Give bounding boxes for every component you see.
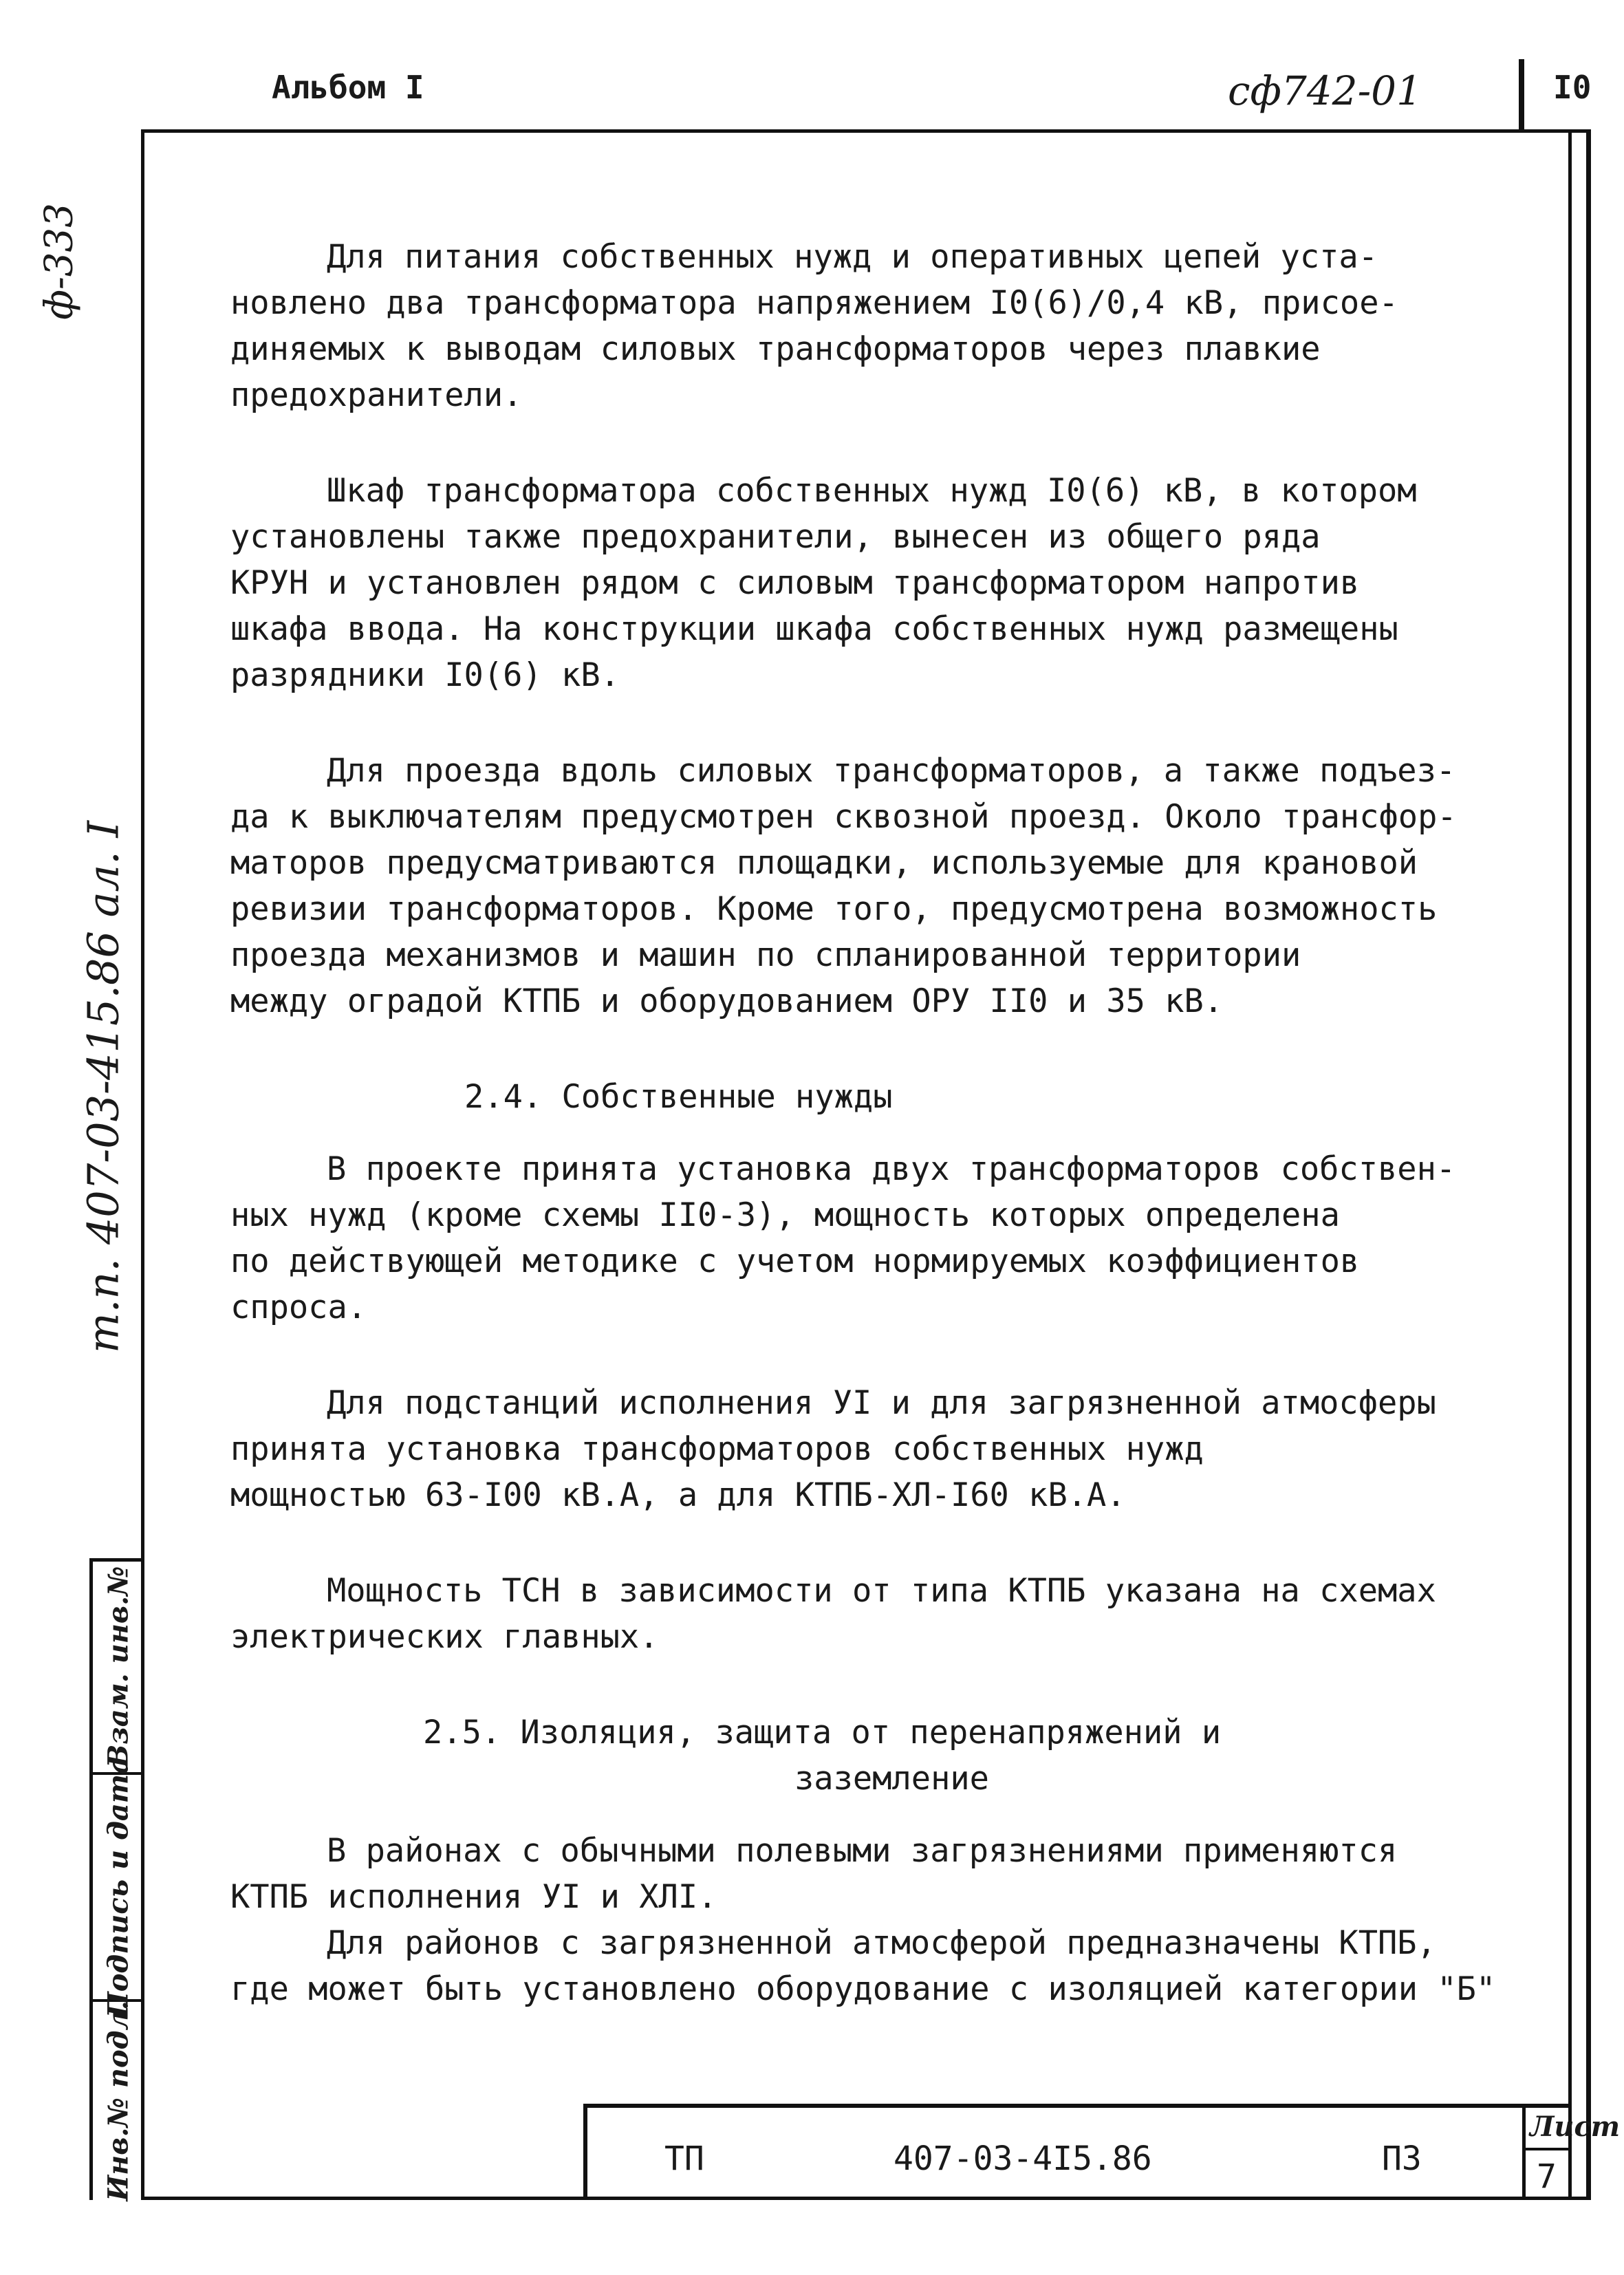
text-line: мощностью 63-I00 кВ.А, а для КТПБ-ХЛ-I60 кВ.А. — [230, 1476, 1126, 1514]
text-line: Для проезда вдоль силовых трансформаторов, а также подъез- — [327, 752, 1456, 790]
text-line: шкафа ввода. На конструкции шкафа собственных нужд размещены — [230, 610, 1398, 648]
title-block — [583, 2104, 1621, 2200]
strip-cell-signature — [93, 1756, 143, 2018]
text-line: КТПБ исполнения УI и ХЛI. — [230, 1878, 717, 1916]
paragraph — [230, 234, 1537, 418]
text-line: спроса. — [230, 1289, 367, 1326]
sheet-box — [1522, 2108, 1621, 2200]
sheet-label: Лист — [1530, 2111, 1621, 2143]
text-line: Для подстанций исполнения УI и для загрязненной атмосферы — [327, 1384, 1436, 1422]
text-line: разрядники I0(6) кВ. — [230, 656, 620, 694]
document-body — [230, 234, 1537, 2012]
paragraph — [230, 748, 1537, 1024]
document-code: сф742-01 — [1228, 67, 1422, 114]
text-line: В проекте принята установка двух трансформаторов собствен- — [327, 1150, 1456, 1188]
text-line: маторов предусматриваются площадки, используемые для крановой — [230, 844, 1418, 882]
text-line: ревизии трансформаторов. Кроме того, предусмотрена возможность — [230, 890, 1438, 928]
paragraph — [230, 1146, 1537, 1330]
section-code: ПЗ — [1382, 2139, 1422, 2178]
text-line: Шкаф трансформатора собственных нужд I0(6) кВ, в котором — [327, 472, 1417, 510]
text-line: между оградой КТПБ и оборудованием ОРУ II0 и 35 кВ. — [230, 982, 1224, 1020]
header-divider — [1519, 59, 1524, 131]
text-line: по действующей методике с учетом нормируемых коэффициентов — [230, 1242, 1360, 1280]
text-line: предохранители. — [230, 376, 523, 414]
form-code: ф-333 — [36, 203, 82, 320]
strip-cell-replacement — [93, 1562, 143, 1775]
paragraph — [230, 1568, 1537, 1660]
text-line: Для районов с загрязненной атмосферой предназначены КТПБ, — [327, 1924, 1436, 1962]
text-line: Для питания собственных нужд и оперативных цепей уста- — [327, 238, 1378, 276]
paragraph — [230, 1380, 1537, 1518]
text-line: проезда механизмов и машин по спланированной территории — [230, 936, 1301, 974]
section-heading: 2.5. Изоляция, защита от перенапряжений и — [423, 1714, 1222, 1751]
text-line: электрических главных. — [230, 1618, 659, 1656]
paragraph — [230, 468, 1537, 698]
album-label: Альбом I — [272, 69, 424, 106]
side-strip — [89, 1558, 143, 2200]
page-number: I0 — [1553, 69, 1592, 106]
strip-cell-inventory — [93, 2002, 143, 2200]
text-line: диняемых к выводам силовых трансформаторов через плавкие — [230, 330, 1321, 368]
section-heading-continuation: заземление — [794, 1760, 989, 1798]
paragraph — [230, 1920, 1537, 2012]
handwritten-reference: т.п. 407-03-415.86 ал. I — [78, 821, 129, 1353]
text-line: ных нужд (кроме схемы II0-3), мощность которых определена — [230, 1196, 1340, 1234]
text-line: где может быть установлено оборудование с изоляцией категории "Б" — [230, 1970, 1496, 2008]
sheet-number: 7 — [1537, 2157, 1557, 2196]
text-line: новлено два трансформатора напряжением I0(6)/0,4 кВ, присое- — [230, 284, 1398, 322]
strip-label: Подпись и дата — [102, 1756, 134, 2018]
text-line: В районах с обычными полевыми загрязнениями применяются — [327, 1832, 1398, 1870]
strip-label: Инв.№ подл. — [102, 2001, 134, 2201]
paragraph — [230, 1828, 1537, 1920]
text-line: установлены также предохранители, вынесен из общего ряда — [230, 518, 1321, 556]
text-line: да к выключателям предусмотрен сквозной проезд. Около трансфор- — [230, 798, 1457, 836]
text-line: КРУН и установлен рядом с силовым трансформатором напротив — [230, 564, 1360, 602]
strip-label: Взам. инв.№ — [102, 1566, 134, 1768]
text-line: принята установка трансформаторов собственных нужд — [230, 1430, 1204, 1468]
document-number: 407-03-4I5.86 — [894, 2139, 1152, 2178]
series-label: ТП — [664, 2139, 704, 2178]
text-line: Мощность ТСН в зависимости от типа КТПБ указана на схемах — [327, 1572, 1436, 1610]
section-heading: 2.4. Собственные нужды — [464, 1078, 893, 1116]
